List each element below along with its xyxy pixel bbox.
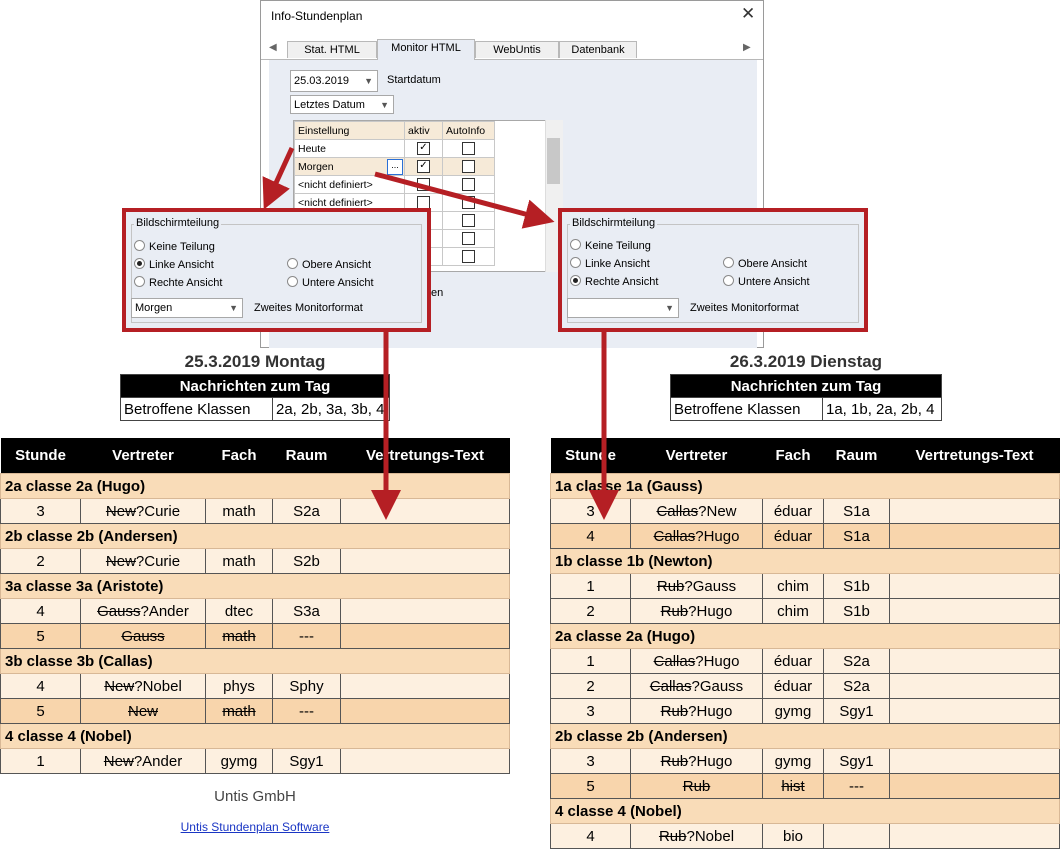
header-stunde: Stunde xyxy=(551,438,631,474)
radio-untere-ansicht[interactable]: Untere Ansicht xyxy=(287,276,374,289)
radio-linke-ansicht[interactable]: Linke Ansicht xyxy=(134,258,214,271)
radio-keine-teilung[interactable]: Keine Teilung xyxy=(570,239,651,252)
class-group-row xyxy=(1,724,510,749)
monitor-format-select[interactable] xyxy=(567,298,679,318)
chevron-down-icon: ▼ xyxy=(229,303,238,313)
cell-fach: éduar xyxy=(763,674,824,699)
radio-rechte-ansicht[interactable]: Rechte Ansicht xyxy=(570,275,658,288)
radio-icon xyxy=(570,257,581,268)
grid-cell-autoinfo xyxy=(443,230,495,248)
grid-header-aktiv: aktiv xyxy=(405,122,443,140)
cell-stunde: 2 xyxy=(1,549,81,574)
substitute-separator: ? xyxy=(695,652,704,670)
radio-untere-ansicht[interactable]: Untere Ansicht xyxy=(723,275,810,288)
header-stunde: Stunde xyxy=(1,438,81,474)
cell-vertreter-old: Rub xyxy=(658,827,687,845)
cell-stunde: 4 xyxy=(551,824,631,849)
monitor-format-label: Zweites Monitorformat xyxy=(690,302,799,314)
cell-raum xyxy=(824,824,890,849)
cell-vertretungs-text xyxy=(341,749,510,774)
cell-fach-old: hist xyxy=(781,777,805,795)
cell-vertreter-new: Gauss xyxy=(699,677,744,695)
cell-vertreter-new: Hugo xyxy=(696,602,733,620)
header-vertretungs-text: Vertretungs-Text xyxy=(890,438,1060,474)
radio-keine-teilung[interactable]: Keine Teilung xyxy=(134,240,215,253)
cell-fach: gymg xyxy=(206,749,273,774)
grid-header-einstellung: Einstellung xyxy=(295,122,405,140)
cell-vertreter xyxy=(81,599,206,624)
header-vertretungs-text: Vertretungs-Text xyxy=(341,438,510,474)
cell-vertreter xyxy=(81,549,206,574)
chevron-down-icon: ▼ xyxy=(364,76,373,86)
cell-vertreter-old: Gauss xyxy=(97,602,141,620)
table-header-row xyxy=(1,438,510,474)
class-group-label: 4 classe 4 (Nobel) xyxy=(551,799,1060,824)
table-row xyxy=(551,524,1060,549)
cell-vertreter xyxy=(631,599,763,624)
header-vertreter: Vertreter xyxy=(81,438,206,474)
news-header: Nachrichten zum Tag xyxy=(121,375,390,398)
table-row xyxy=(1,549,510,574)
cell-vertreter-new: Curie xyxy=(144,502,181,520)
monitor-format-select[interactable]: Morgen ▼ xyxy=(131,298,243,318)
cell-stunde: 3 xyxy=(551,749,631,774)
tab-scroll-right-icon[interactable]: ▶ xyxy=(743,42,751,53)
table-row xyxy=(551,699,1060,724)
class-group-label: 3a classe 3a (Aristote) xyxy=(1,574,510,599)
cell-raum: S2a xyxy=(824,649,890,674)
checked-checkbox[interactable]: ✓ xyxy=(417,160,430,173)
cell-stunde: 4 xyxy=(1,599,81,624)
cell-vertreter xyxy=(81,749,206,774)
cell-vertreter xyxy=(631,824,763,849)
cell-fach: dtec xyxy=(206,599,273,624)
cell-stunde: 1 xyxy=(551,649,631,674)
cell-vertreter-old: New xyxy=(127,702,158,720)
substitute-separator: ? xyxy=(135,552,145,570)
substitute-separator: ? xyxy=(688,702,697,720)
cell-raum: S1b xyxy=(824,599,890,624)
checkbox[interactable] xyxy=(462,178,475,191)
panel-title: Bildschirmteilung xyxy=(572,217,656,229)
close-icon[interactable]: ✕ xyxy=(741,4,756,23)
cell-fach: chim xyxy=(763,599,824,624)
cell-vertretungs-text xyxy=(341,699,510,724)
header-fach: Fach xyxy=(763,438,824,474)
cell-vertreter xyxy=(631,749,763,774)
cell-vertreter-old: Callas xyxy=(653,652,696,670)
tab-monitor-html[interactable]: Monitor HTML xyxy=(377,39,475,60)
class-group-row xyxy=(1,649,510,674)
class-group-label: 1a classe 1a (Gauss) xyxy=(551,474,1060,499)
class-group-row xyxy=(1,474,510,499)
cell-vertreter-old: Rub xyxy=(660,702,689,720)
tab-datenbank[interactable]: Datenbank xyxy=(559,41,637,58)
substitute-separator: ? xyxy=(134,677,143,695)
table-row xyxy=(551,499,1060,524)
cell-fach: phys xyxy=(206,674,273,699)
cell-raum: S2a xyxy=(824,674,890,699)
cell-stunde: 3 xyxy=(1,499,81,524)
start-date-picker[interactable] xyxy=(290,70,378,92)
ellipsis-button[interactable]: ... xyxy=(387,159,403,175)
news-header: Nachrichten zum Tag xyxy=(671,375,942,398)
radio-selected-icon xyxy=(134,258,145,269)
cell-raum: S2b xyxy=(273,549,341,574)
cell-fach: gymg xyxy=(763,699,824,724)
mode-select[interactable] xyxy=(290,95,394,114)
substitute-separator: ? xyxy=(688,602,697,620)
grid-cell-aktiv xyxy=(405,158,443,176)
cell-stunde: 1 xyxy=(551,574,631,599)
cell-stunde: 1 xyxy=(1,749,81,774)
cell-raum: --- xyxy=(273,624,341,649)
cell-vertretungs-text xyxy=(890,674,1060,699)
cell-vertretungs-text xyxy=(890,774,1060,799)
cell-stunde: 3 xyxy=(551,499,631,524)
cell-fach: gymg xyxy=(763,749,824,774)
cell-raum: S3a xyxy=(273,599,341,624)
cell-vertreter xyxy=(631,524,763,549)
checked-checkbox[interactable]: ✓ xyxy=(417,142,430,155)
cell-vertretungs-text xyxy=(341,624,510,649)
cell-vertreter xyxy=(81,624,206,649)
substitute-separator: ? xyxy=(698,502,707,520)
table-row xyxy=(551,649,1060,674)
radio-icon xyxy=(134,240,145,251)
table-row xyxy=(1,599,510,624)
cell-vertretungs-text xyxy=(890,574,1060,599)
class-group-label: 2a classe 2a (Hugo) xyxy=(551,624,1060,649)
cell-stunde: 3 xyxy=(551,699,631,724)
table-row xyxy=(1,499,510,524)
cell-vertretungs-text xyxy=(341,599,510,624)
class-group-row xyxy=(551,474,1060,499)
radio-selected-icon xyxy=(570,275,581,286)
header-fach: Fach xyxy=(206,438,273,474)
radio-obere-ansicht[interactable]: Obere Ansicht xyxy=(287,258,371,271)
chevron-down-icon: ▼ xyxy=(380,100,389,110)
class-group-row xyxy=(1,524,510,549)
grid-row-label: <nicht definiert> xyxy=(295,176,405,194)
news-key: Betroffene Klassen xyxy=(121,398,273,421)
grid-cell-autoinfo xyxy=(443,140,495,158)
dialog-title: Info-Stundenplan xyxy=(271,9,363,23)
split-panel-right xyxy=(558,208,868,332)
substitute-separator: ? xyxy=(686,827,695,845)
news-value: 2a, 2b, 3a, 3b, 4 xyxy=(273,398,390,421)
checkbox[interactable] xyxy=(462,214,475,227)
cell-vertreter-new: Nobel xyxy=(142,677,182,695)
tab-webuntis[interactable]: WebUntis xyxy=(475,41,559,58)
cell-vertreter xyxy=(631,774,763,799)
cell-vertretungs-text xyxy=(890,499,1060,524)
cell-vertretungs-text xyxy=(890,824,1060,849)
cell-fach xyxy=(763,774,824,799)
class-group-label: 2b classe 2b (Andersen) xyxy=(1,524,510,549)
table-row xyxy=(551,599,1060,624)
cell-fach-old: math xyxy=(222,702,256,720)
cell-vertretungs-text xyxy=(890,749,1060,774)
radio-icon xyxy=(134,276,145,287)
cell-vertreter xyxy=(631,649,763,674)
cell-stunde: 4 xyxy=(551,524,631,549)
cell-fach xyxy=(206,699,273,724)
cell-vertreter xyxy=(631,499,763,524)
cell-vertretungs-text xyxy=(341,499,510,524)
table-row xyxy=(1,674,510,699)
cell-vertreter-old: Rub xyxy=(656,577,685,595)
split-panel-left xyxy=(122,208,431,332)
table-row xyxy=(1,699,510,724)
cell-fach: éduar xyxy=(763,499,824,524)
news-table-left xyxy=(120,374,390,421)
chevron-down-icon: ▼ xyxy=(665,303,674,313)
cell-fach xyxy=(206,624,273,649)
cell-fach: éduar xyxy=(763,524,824,549)
cell-raum: Sgy1 xyxy=(273,749,341,774)
substitution-table-right xyxy=(550,438,1060,849)
radio-icon xyxy=(723,257,734,268)
cell-vertreter xyxy=(81,499,206,524)
substitute-separator: ? xyxy=(691,677,700,695)
cell-raum: Sgy1 xyxy=(824,749,890,774)
cell-vertreter-new: Ander xyxy=(142,752,183,770)
table-row xyxy=(551,774,1060,799)
cell-vertretungs-text xyxy=(341,549,510,574)
cell-vertreter-new: Hugo xyxy=(696,702,733,720)
news-key: Betroffene Klassen xyxy=(671,398,823,421)
cell-vertretungs-text xyxy=(890,699,1060,724)
table-row xyxy=(551,749,1060,774)
radio-obere-ansicht[interactable]: Obere Ansicht xyxy=(723,257,807,270)
news-table-right xyxy=(670,374,942,421)
cell-stunde: 2 xyxy=(551,599,631,624)
header-raum: Raum xyxy=(273,438,341,474)
class-group-row xyxy=(551,799,1060,824)
substitute-separator: ? xyxy=(695,527,704,545)
grid-row[interactable] xyxy=(295,176,495,194)
checkbox[interactable] xyxy=(417,178,430,191)
day-title-left: 25.3.2019 Montag xyxy=(184,352,326,371)
grid-row[interactable] xyxy=(295,140,495,158)
cell-vertreter xyxy=(81,699,206,724)
cell-vertreter-old: Callas xyxy=(656,502,699,520)
footer-company: Untis GmbH xyxy=(214,788,296,805)
cell-vertreter xyxy=(631,699,763,724)
cell-vertretungs-text xyxy=(890,649,1060,674)
tab-scroll-left-icon[interactable]: ◀ xyxy=(269,42,277,53)
cell-vertreter-new: Hugo xyxy=(696,752,733,770)
footer-link[interactable]: Untis Stundenplan Software xyxy=(180,820,330,834)
substitute-separator: ? xyxy=(684,577,693,595)
grid-row-label: Morgen ... xyxy=(295,158,405,176)
cell-stunde: 5 xyxy=(1,699,81,724)
cell-vertreter-old: Callas xyxy=(653,527,696,545)
grid-header-row xyxy=(295,122,495,140)
cell-vertretungs-text xyxy=(341,674,510,699)
table-header-row xyxy=(551,438,1060,474)
day-title-right: 26.3.2019 Dienstag xyxy=(729,352,883,371)
start-date-label: Startdatum xyxy=(387,74,441,86)
cell-vertreter-old: Rub xyxy=(660,602,689,620)
substitute-separator: ? xyxy=(140,602,149,620)
table-row xyxy=(551,824,1060,849)
cell-stunde: 4 xyxy=(1,674,81,699)
cell-stunde: 2 xyxy=(551,674,631,699)
class-group-label: 2a classe 2a (Hugo) xyxy=(1,474,510,499)
cell-vertreter-old: New xyxy=(103,752,134,770)
checkbox[interactable] xyxy=(462,250,475,263)
cell-raum: --- xyxy=(824,774,890,799)
substitute-separator: ? xyxy=(133,752,143,770)
substitute-separator: ? xyxy=(688,752,697,770)
cell-vertreter-old: New xyxy=(104,677,135,695)
cell-stunde: 5 xyxy=(1,624,81,649)
cell-raum: S2a xyxy=(273,499,341,524)
substitution-table-left xyxy=(0,438,510,774)
partial-label: en xyxy=(431,287,444,299)
cell-raum: S1b xyxy=(824,574,890,599)
grid-cell-autoinfo xyxy=(443,176,495,194)
cell-vertreter-old: Rub xyxy=(660,752,689,770)
cell-fach: éduar xyxy=(763,649,824,674)
cell-vertreter-old: New xyxy=(105,552,136,570)
start-date-value: 25.03.2019 xyxy=(294,75,350,87)
cell-raum: --- xyxy=(273,699,341,724)
news-value: 1a, 1b, 2a, 2b, 4 xyxy=(823,398,942,421)
cell-raum: S1a xyxy=(824,524,890,549)
grid-cell-autoinfo xyxy=(443,248,495,266)
checkbox[interactable] xyxy=(462,142,475,155)
class-group-label: 4 classe 4 (Nobel) xyxy=(1,724,510,749)
cell-fach: math xyxy=(206,499,273,524)
class-group-row xyxy=(551,624,1060,649)
cell-fach: chim xyxy=(763,574,824,599)
monitor-format-label: Zweites Monitorformat xyxy=(254,302,363,314)
table-row xyxy=(1,624,510,649)
cell-raum: Sgy1 xyxy=(824,699,890,724)
class-group-label: 1b classe 1b (Newton) xyxy=(551,549,1060,574)
radio-icon xyxy=(723,275,734,286)
cell-vertreter-new: Nobel xyxy=(694,827,735,845)
header-raum: Raum xyxy=(824,438,890,474)
table-row xyxy=(551,674,1060,699)
cell-vertreter-new: Hugo xyxy=(703,527,740,545)
cell-vertretungs-text xyxy=(890,599,1060,624)
table-row xyxy=(1,749,510,774)
grid-cell-aktiv xyxy=(405,140,443,158)
checkbox[interactable] xyxy=(462,232,475,245)
grid-row[interactable] xyxy=(295,158,495,176)
cell-vertretungs-text xyxy=(890,524,1060,549)
cell-fach: bio xyxy=(763,824,824,849)
class-group-row xyxy=(551,724,1060,749)
class-group-label: 2b classe 2b (Andersen) xyxy=(551,724,1060,749)
class-group-row xyxy=(551,549,1060,574)
grid-row-label: Heute xyxy=(295,140,405,158)
checkbox[interactable] xyxy=(462,160,475,173)
cell-vertreter-old: Callas xyxy=(649,677,692,695)
cell-vertreter-new: Hugo xyxy=(703,652,740,670)
radio-icon xyxy=(287,276,298,287)
header-vertreter: Vertreter xyxy=(631,438,763,474)
radio-linke-ansicht[interactable]: Linke Ansicht xyxy=(570,257,650,270)
grid-cell-aktiv xyxy=(405,176,443,194)
cell-raum: S1a xyxy=(824,499,890,524)
cell-vertreter-old: Gauss xyxy=(121,627,165,645)
cell-fach-old: math xyxy=(222,627,256,645)
grid-row-label: <nicht definiert> xyxy=(295,194,405,212)
class-group-row xyxy=(1,574,510,599)
cell-vertreter-new: Ander xyxy=(148,602,189,620)
cell-raum: Sphy xyxy=(273,674,341,699)
substitute-separator: ? xyxy=(135,502,145,520)
radio-icon xyxy=(287,258,298,269)
table-row xyxy=(551,574,1060,599)
grid-header-autoinfo: AutoInfo xyxy=(443,122,495,140)
radio-icon xyxy=(570,239,581,250)
tab-strip xyxy=(261,39,763,60)
cell-vertreter xyxy=(631,574,763,599)
grid-scroll-thumb[interactable] xyxy=(547,138,560,184)
cell-vertreter-new: Curie xyxy=(144,552,181,570)
cell-vertreter-old: New xyxy=(105,502,136,520)
cell-vertreter xyxy=(81,674,206,699)
grid-cell-autoinfo xyxy=(443,194,495,212)
cell-vertreter-new: Gauss xyxy=(692,577,737,595)
panel-title: Bildschirmteilung xyxy=(136,217,220,229)
cell-fach: math xyxy=(206,549,273,574)
mode-select-value: Letztes Datum xyxy=(294,99,365,111)
cell-vertreter xyxy=(631,674,763,699)
grid-cell-autoinfo xyxy=(443,212,495,230)
grid-cell-autoinfo xyxy=(443,158,495,176)
radio-rechte-ansicht[interactable]: Rechte Ansicht xyxy=(134,276,222,289)
cell-vertreter-new: New xyxy=(706,502,737,520)
cell-vertreter-old: Rub xyxy=(682,777,711,795)
tab-stat-html[interactable]: Stat. HTML xyxy=(287,41,377,58)
class-group-label: 3b classe 3b (Callas) xyxy=(1,649,510,674)
checkbox[interactable] xyxy=(462,196,475,209)
cell-stunde: 5 xyxy=(551,774,631,799)
